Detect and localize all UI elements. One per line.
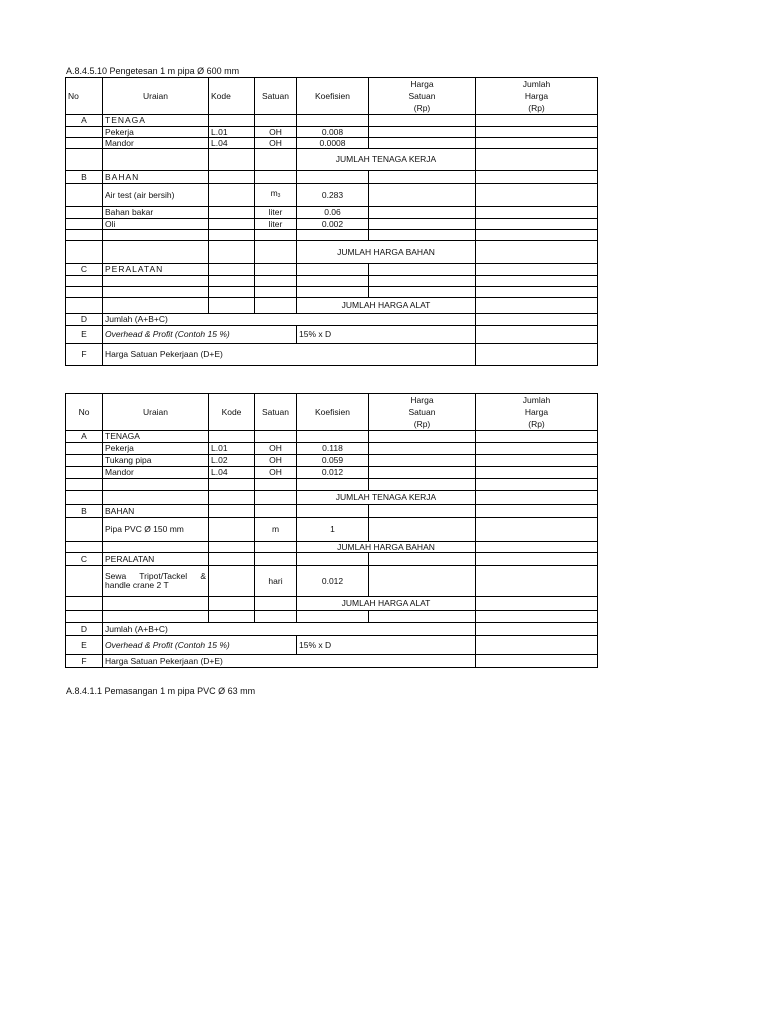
section-row-bahan bbox=[66, 505, 598, 518]
subtotal-label: JUMLAH TENAGA KERJA bbox=[297, 149, 476, 171]
item-name: Pekerja bbox=[103, 127, 209, 138]
analysis-table-pengetesan bbox=[65, 77, 598, 366]
item-name: Bahan bakar bbox=[103, 207, 209, 219]
col-header-harga-satuan bbox=[369, 78, 476, 115]
subtotal-row-bahan bbox=[66, 241, 598, 264]
col-header-satuan: Satuan bbox=[255, 78, 297, 115]
header-text: Jumlah bbox=[522, 79, 551, 89]
row-no: B bbox=[66, 505, 103, 518]
section-row-bahan bbox=[66, 171, 598, 184]
col-header-uraian: Uraian bbox=[103, 394, 209, 431]
row-total-abc bbox=[66, 314, 598, 326]
item-coefficient: 0.283 bbox=[297, 184, 369, 207]
item-code: L.04 bbox=[209, 467, 255, 479]
section-row-tenaga bbox=[66, 431, 598, 443]
table-row bbox=[66, 207, 598, 219]
item-coefficient: 0.0008 bbox=[297, 138, 369, 149]
overhead-formula: 15% x D bbox=[297, 636, 476, 655]
table-row bbox=[66, 184, 598, 207]
table-row bbox=[66, 479, 598, 491]
subtotal-row-alat bbox=[66, 597, 598, 611]
item-name: Pipa PVC Ø 150 mm bbox=[103, 518, 209, 542]
row-harga-satuan-pekerjaan bbox=[66, 344, 598, 366]
header-text: Harga bbox=[524, 91, 549, 101]
table-row bbox=[66, 127, 598, 138]
analysis-table-pemasangan bbox=[65, 393, 598, 668]
col-header-no: No bbox=[66, 78, 103, 115]
item-coefficient: 0.012 bbox=[297, 467, 369, 479]
grand-total-label: Harga Satuan Pekerjaan (D+E) bbox=[103, 655, 476, 668]
item-coefficient: 1 bbox=[297, 518, 369, 542]
header-text: (Rp) bbox=[413, 103, 431, 113]
row-no: F bbox=[66, 655, 103, 668]
item-coefficient: 0.012 bbox=[297, 566, 369, 597]
item-name: Mandor bbox=[103, 467, 209, 479]
unit-text: m bbox=[270, 188, 278, 198]
item-coefficient: 0.008 bbox=[297, 127, 369, 138]
item-name: Mandor bbox=[103, 138, 209, 149]
subtotal-label: JUMLAH HARGA BAHAN bbox=[297, 241, 476, 264]
header-text: (Rp) bbox=[528, 103, 545, 113]
subtotal-row-tenaga bbox=[66, 149, 598, 171]
table-row bbox=[66, 455, 598, 467]
col-header-koefisien: Koefisien bbox=[297, 394, 369, 431]
header-text: Harga bbox=[410, 395, 434, 405]
header-text: Harga bbox=[410, 79, 434, 89]
subtotal-row-alat bbox=[66, 298, 598, 314]
row-no: D bbox=[66, 314, 103, 326]
item-coefficient: 0.059 bbox=[297, 455, 369, 467]
table-row bbox=[66, 467, 598, 479]
row-no: A bbox=[66, 431, 103, 443]
row-overhead bbox=[66, 326, 598, 344]
table-row bbox=[66, 230, 598, 241]
table-row bbox=[66, 138, 598, 149]
item-unit: OH bbox=[255, 127, 297, 138]
header-text: (Rp) bbox=[528, 419, 545, 429]
header-text: Satuan bbox=[408, 91, 436, 101]
col-header-jumlah-harga bbox=[476, 394, 598, 431]
row-no: A bbox=[66, 115, 103, 127]
item-name bbox=[103, 566, 209, 597]
section-label: PERALATAN bbox=[103, 553, 209, 566]
subtotal-label: JUMLAH HARGA ALAT bbox=[297, 597, 476, 611]
table-row bbox=[66, 219, 598, 230]
total-label: Jumlah (A+B+C) bbox=[103, 623, 476, 636]
section-title-pemasangan: A.8.4.1.1 Pemasangan 1 m pipa PVC Ø 63 mm bbox=[66, 686, 256, 696]
grand-total-label: Harga Satuan Pekerjaan (D+E) bbox=[103, 344, 476, 366]
overhead-formula: 15% x D bbox=[297, 326, 476, 344]
table-row bbox=[66, 443, 598, 455]
table-row bbox=[66, 611, 598, 623]
item-name: Oli bbox=[103, 219, 209, 230]
table-row bbox=[66, 276, 598, 287]
header-text: Jumlah bbox=[522, 395, 551, 405]
item-code: L.01 bbox=[209, 443, 255, 455]
section-label: BAHAN bbox=[103, 171, 209, 184]
subtotal-label: JUMLAH HARGA BAHAN bbox=[297, 542, 476, 553]
section-label: TENAGA bbox=[103, 115, 209, 127]
row-no: B bbox=[66, 171, 103, 184]
overhead-label: Overhead & Profit (Contoh 15 %) bbox=[103, 636, 297, 655]
subtotal-label: JUMLAH HARGA ALAT bbox=[297, 298, 476, 314]
col-header-uraian: Uraian bbox=[103, 78, 209, 115]
section-label: PERALATAN bbox=[103, 264, 209, 276]
col-header-satuan: Satuan bbox=[255, 394, 297, 431]
col-header-jumlah-harga bbox=[476, 78, 598, 115]
item-name-text: Sewa Tripot/Tackel & handle crane 2 T bbox=[105, 571, 206, 590]
row-no: C bbox=[66, 264, 103, 276]
item-unit: m bbox=[255, 518, 297, 542]
unit-subscript: 3 bbox=[277, 193, 281, 199]
item-coefficient: 0.118 bbox=[297, 443, 369, 455]
row-no: D bbox=[66, 623, 103, 636]
item-name: Air test (air bersih) bbox=[103, 184, 209, 207]
item-unit bbox=[255, 184, 297, 207]
item-code: L.04 bbox=[209, 138, 255, 149]
header-text: Harga bbox=[524, 407, 549, 417]
item-unit: OH bbox=[255, 443, 297, 455]
row-total-abc bbox=[66, 623, 598, 636]
subtotal-row-tenaga bbox=[66, 491, 598, 505]
item-unit: hari bbox=[255, 566, 297, 597]
section-row-tenaga bbox=[66, 115, 598, 127]
header-text: (Rp) bbox=[413, 419, 431, 429]
table-header-row bbox=[66, 394, 598, 431]
item-coefficient: 0.002 bbox=[297, 219, 369, 230]
table-row bbox=[66, 566, 598, 597]
item-coefficient: 0.06 bbox=[297, 207, 369, 219]
row-no: C bbox=[66, 553, 103, 566]
row-no: E bbox=[66, 326, 103, 344]
section-label: TENAGA bbox=[103, 431, 209, 443]
table-row bbox=[66, 518, 598, 542]
item-unit: liter bbox=[255, 207, 297, 219]
item-unit: OH bbox=[255, 138, 297, 149]
item-code: L.01 bbox=[209, 127, 255, 138]
subtotal-label: JUMLAH TENAGA KERJA bbox=[297, 491, 476, 505]
section-row-peralatan bbox=[66, 264, 598, 276]
item-unit: OH bbox=[255, 467, 297, 479]
total-label: Jumlah (A+B+C) bbox=[103, 314, 476, 326]
subtotal-row-bahan bbox=[66, 542, 598, 553]
col-header-kode: Kode bbox=[209, 78, 255, 115]
row-no: F bbox=[66, 344, 103, 366]
col-header-koefisien: Koefisien bbox=[297, 78, 369, 115]
item-name: Tukang pipa bbox=[103, 455, 209, 467]
overhead-label: Overhead & Profit (Contoh 15 %) bbox=[103, 326, 297, 344]
item-code: L.02 bbox=[209, 455, 255, 467]
row-overhead bbox=[66, 636, 598, 655]
col-header-kode: Kode bbox=[209, 394, 255, 431]
col-header-harga-satuan bbox=[369, 394, 476, 431]
item-name: Pekerja bbox=[103, 443, 209, 455]
section-title-pengetesan: A.8.4.5.10 Pengetesan 1 m pipa Ø 600 mm bbox=[66, 66, 240, 76]
header-text: Satuan bbox=[408, 407, 436, 417]
section-row-peralatan bbox=[66, 553, 598, 566]
col-header-no: No bbox=[66, 394, 103, 431]
section-label: BAHAN bbox=[103, 505, 209, 518]
item-unit: OH bbox=[255, 455, 297, 467]
table-row bbox=[66, 287, 598, 298]
row-harga-satuan-pekerjaan bbox=[66, 655, 598, 668]
row-no: E bbox=[66, 636, 103, 655]
table-header-row bbox=[66, 78, 598, 115]
item-unit: liter bbox=[255, 219, 297, 230]
